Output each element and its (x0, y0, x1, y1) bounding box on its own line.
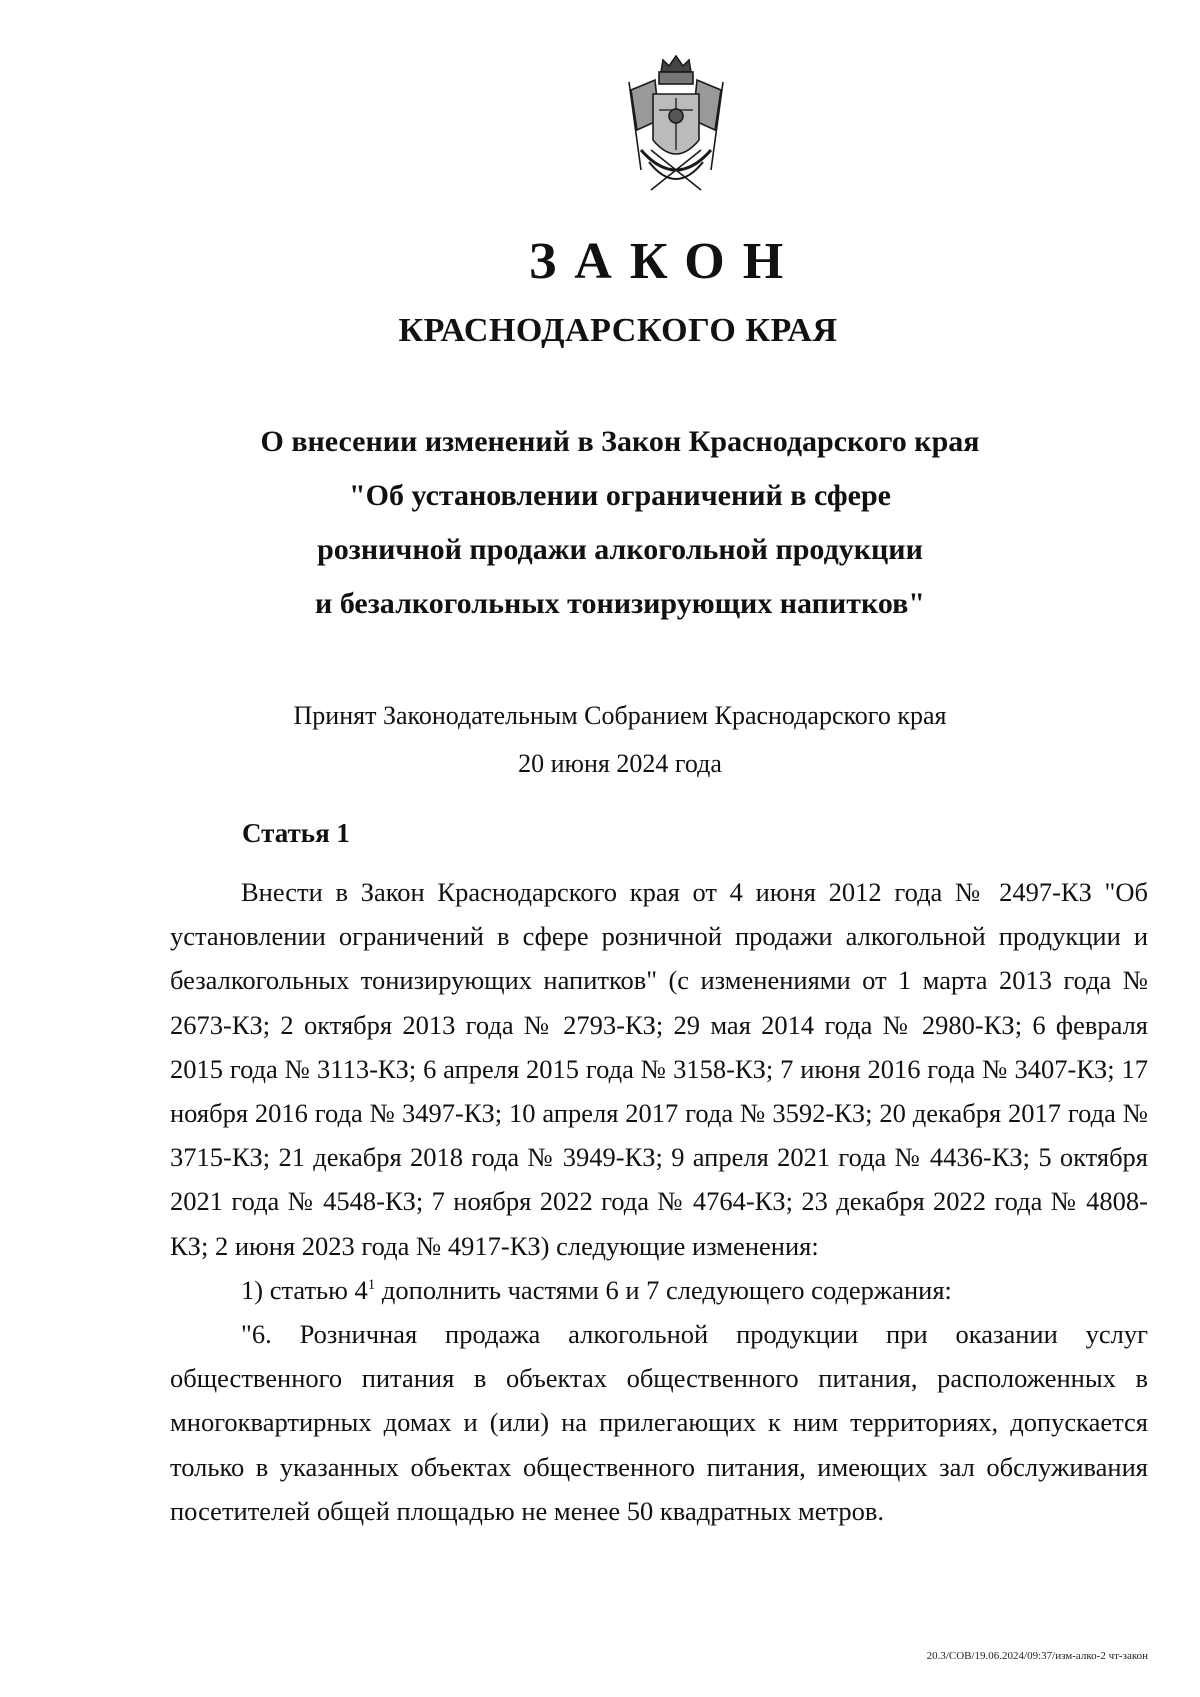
title-line: "Об установлении ограничений в сфере (349, 479, 891, 512)
part-6-paragraph: "6. Розничная продажа алкогольной продукции при оказании услуг общественного питания в объектах общественного питания, расположенных в многоквартирных домах и (или) на прилегающих к ним территориях, допускается только в указанных объектах общественного питания, имеющих зал обслуживания посетителей общей площадью не менее 50 квадратных метров. (170, 1319, 1148, 1526)
title-line: О внесении изменений в Закон Краснодарского края (260, 425, 980, 458)
item-1-text-rest: дополнить частями 6 и 7 следующего содержания: (375, 1274, 952, 1305)
title-line: и безалкогольных тонизирующих напитков" (315, 587, 925, 620)
law-heading: ЗАКОН (528, 233, 802, 290)
document-title (160, 415, 1080, 631)
item-1-superscript: 1 (367, 1277, 376, 1293)
item-1-text: 1) статью 4 (241, 1274, 368, 1305)
adoption-date: 20 июня 2024 года (518, 749, 722, 778)
article-body (170, 870, 1148, 1533)
footer-code: 20.3/СОВ/19.06.2024/09:37/изм-алко-2 чт-закон (926, 1650, 1148, 1662)
adoption-body: Принят Законодательным Собранием Краснодарского края (293, 701, 947, 730)
article-item-1 (170, 1268, 1148, 1312)
article-intro-paragraph: Внести в Закон Краснодарского края от 4 июня 2012 года № 2497-КЗ "Об установлении ограничений в сфере розничной продажи алкогольной продукции и безалкогольных тонизирующих напитков" (с изменениями от 1 марта 2013 года № 2673-КЗ; 2 октября 2013 года № 2793-КЗ; 29 мая 2014 года № 2980-КЗ; 6 февраля 2015 года № 3113-КЗ; 6 апреля 2015 года № 3158-КЗ; 7 июня 2016 года № 3407-КЗ; 17 ноября 2016 года № 3497-КЗ; 10 апреля 2017 года № 3592-КЗ; 20 декабря 2017 года № 3715-КЗ; 21 декабря 2018 года № 3949-КЗ; 9 апреля 2021 года № 4436-КЗ; 5 октября 2021 года № 4548-КЗ; 7 ноября 2022 года № 4764-КЗ; 23 декабря 2022 года № 4808-КЗ; 2 июня 2023 года № 4917-КЗ) следующие изменения: (170, 877, 1148, 1261)
article-heading: Статья 1 (242, 818, 350, 848)
coat-of-arms-icon (611, 50, 741, 200)
adoption-note (160, 692, 1080, 788)
title-line: розничной продажи алкогольной продукции (317, 533, 923, 566)
region-heading: КРАСНОДАРСКОГО КРАЯ (398, 312, 838, 349)
